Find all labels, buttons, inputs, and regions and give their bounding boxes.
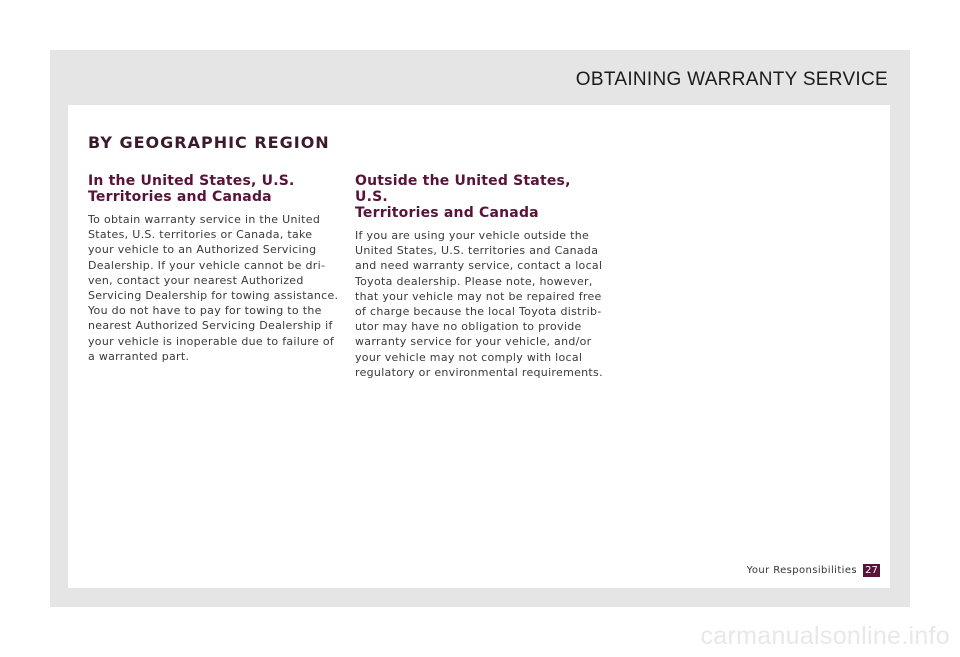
- body-line: your vehicle may not comply with local: [355, 350, 583, 364]
- body-line: Servicing Dealership for towing assistance.: [88, 289, 339, 303]
- body-line: your vehicle is inoperable due to failure of: [88, 334, 335, 348]
- body-line: warranty service for your vehicle, and/or: [355, 335, 592, 349]
- content-panel: [68, 105, 890, 588]
- body-line: You do not have to pay for towing to the: [88, 304, 322, 318]
- title-line: Outside the United States, U.S.: [355, 173, 571, 205]
- body-line: Toyota dealership. Please note, however,: [355, 274, 593, 288]
- us-canada-column: [88, 173, 339, 364]
- body-line: ven, contact your nearest Authorized: [88, 273, 304, 287]
- outside-us-body: [355, 228, 603, 380]
- page-number: 27: [863, 564, 880, 577]
- outside-us-column: [355, 173, 603, 380]
- title-line: In the United States, U.S.: [88, 173, 295, 189]
- body-line: If you are using your vehicle outside the: [355, 229, 590, 242]
- title-line: Territories and Canada: [355, 205, 539, 221]
- body-line: regulatory or environmental requirements.: [355, 365, 603, 379]
- us-canada-body: [88, 212, 339, 364]
- body-line: and need warranty service, contact a local: [355, 259, 603, 273]
- page-footer: [747, 564, 880, 577]
- body-line: utor may have no obligation to provide: [355, 320, 582, 334]
- outside-us-title: [355, 173, 595, 221]
- us-canada-title: [88, 173, 328, 205]
- footer-label: Your Responsibilities: [746, 565, 857, 576]
- region-heading: BY GEOGRAPHIC REGION: [88, 133, 330, 152]
- document-page: [50, 50, 910, 607]
- body-line: Dealership. If your vehicle cannot be dri-: [88, 258, 326, 272]
- body-line: To obtain warranty service in the United: [88, 213, 321, 226]
- watermark: carmanualsonline.info: [700, 622, 950, 650]
- body-line: nearest Authorized Servicing Dealership if: [88, 319, 333, 333]
- body-line: of charge because the local Toyota distrib-: [355, 305, 602, 319]
- body-line: your vehicle to an Authorized Servicing: [88, 243, 317, 257]
- title-line: Territories and Canada: [88, 189, 272, 205]
- body-line: United States, U.S. territories and Canada: [355, 244, 599, 258]
- body-line: that your vehicle may not be repaired free: [355, 289, 602, 303]
- body-line: States, U.S. territories or Canada, take: [88, 228, 313, 242]
- body-line: a warranted part.: [88, 349, 190, 363]
- section-title: OBTAINING WARRANTY SERVICE: [575, 69, 888, 90]
